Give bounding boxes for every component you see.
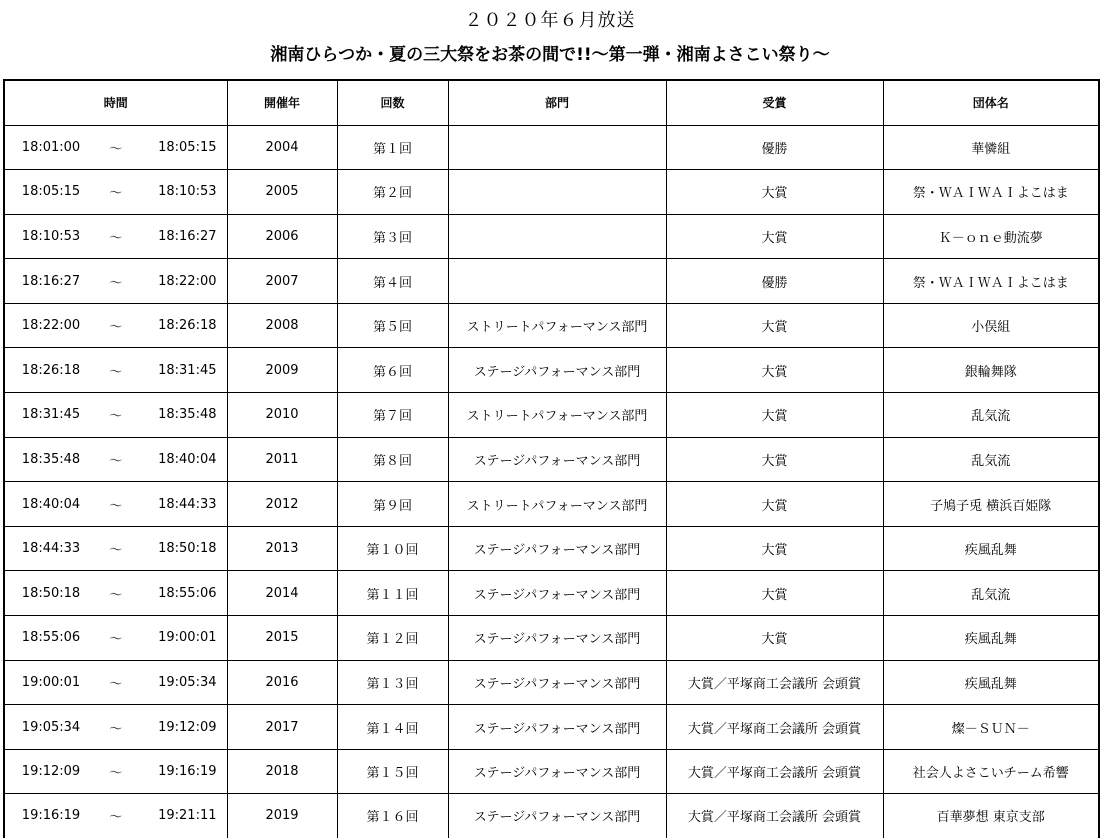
page-title: ２０２０年６月放送 [464, 10, 636, 31]
group-cell: 疾風乱舞 [883, 526, 1099, 571]
year-cell: 2018 [227, 749, 337, 794]
count-cell: 第４回 [337, 259, 448, 304]
year-cell: 2011 [227, 437, 337, 482]
group-cell: 社会人よさこいチーム希響 [883, 749, 1099, 794]
award-cell: 大賞 [666, 526, 883, 571]
header-year: 開催年 [227, 80, 337, 125]
time-separator: ～ [109, 364, 123, 380]
end-time: 19:12:09 [158, 719, 217, 735]
header-group: 団体名 [883, 80, 1099, 125]
time-cell [4, 526, 227, 571]
award-cell: 優勝 [666, 125, 883, 170]
division-cell: ステージパフォーマンス部門 [448, 794, 666, 838]
table-row [4, 214, 1099, 259]
table-row [4, 393, 1099, 438]
award-cell: 大賞 [666, 393, 883, 438]
time-cell [4, 437, 227, 482]
end-time: 18:50:18 [158, 541, 217, 557]
start-time: 18:35:48 [21, 451, 81, 467]
group-cell: 燦－ＳＵＮ－ [883, 705, 1099, 750]
count-cell: 第１６回 [337, 794, 448, 838]
year-cell: 2008 [227, 303, 337, 348]
time-separator: ～ [109, 409, 123, 425]
count-cell: 第１１回 [337, 571, 448, 616]
division-cell: ストリートパフォーマンス部門 [448, 482, 666, 527]
table-header-row [4, 80, 1099, 125]
count-cell: 第２回 [337, 170, 448, 215]
start-time: 18:22:00 [21, 318, 81, 334]
group-cell: 祭・ＷＡＩＷＡＩよこはま [883, 170, 1099, 215]
end-time: 19:21:11 [158, 808, 217, 824]
start-time: 18:10:53 [21, 228, 81, 244]
year-cell: 2010 [227, 393, 337, 438]
group-cell: 疾風乱舞 [883, 660, 1099, 705]
time-separator: ～ [109, 141, 123, 157]
time-separator: ～ [109, 320, 123, 336]
group-cell: 乱気流 [883, 393, 1099, 438]
table-row [4, 170, 1099, 215]
time-cell [4, 571, 227, 616]
division-cell: ストリートパフォーマンス部門 [448, 303, 666, 348]
time-separator: ～ [109, 587, 123, 603]
end-time: 18:26:18 [158, 318, 217, 334]
time-separator: ～ [109, 766, 123, 782]
division-cell: ステージパフォーマンス部門 [448, 437, 666, 482]
schedule-table [3, 79, 1100, 838]
end-time: 19:00:01 [158, 630, 217, 646]
start-time: 18:16:27 [21, 273, 81, 289]
start-time: 18:40:04 [21, 496, 81, 512]
award-cell: 大賞／平塚商工会議所 会頭賞 [666, 794, 883, 838]
count-cell: 第７回 [337, 393, 448, 438]
count-cell: 第３回 [337, 214, 448, 259]
division-cell: ステージパフォーマンス部門 [448, 571, 666, 616]
end-time: 18:05:15 [158, 139, 217, 155]
end-time: 19:16:19 [158, 764, 217, 780]
start-time: 18:01:00 [21, 139, 81, 155]
group-cell: 小俣組 [883, 303, 1099, 348]
end-time: 18:31:45 [158, 362, 217, 378]
table-row [4, 794, 1099, 838]
award-cell: 大賞／平塚商工会議所 会頭賞 [666, 660, 883, 705]
time-separator: ～ [109, 498, 123, 514]
count-cell: 第１５回 [337, 749, 448, 794]
time-separator: ～ [109, 453, 123, 469]
division-cell: ステージパフォーマンス部門 [448, 660, 666, 705]
end-time: 19:05:34 [158, 674, 217, 690]
count-cell: 第１４回 [337, 705, 448, 750]
page-subtitle: 湘南ひらつか・夏の三大祭をお茶の間で!!～第一弾・湘南よさこい祭り～ [270, 45, 830, 65]
table-body [4, 125, 1099, 838]
table-row [4, 660, 1099, 705]
group-cell: 百華夢想 東京支部 [883, 794, 1099, 838]
award-cell: 大賞 [666, 482, 883, 527]
end-time: 18:40:04 [158, 451, 217, 467]
group-cell: 銀輪舞隊 [883, 348, 1099, 393]
award-cell: 大賞 [666, 437, 883, 482]
end-time: 18:22:00 [158, 273, 217, 289]
start-time: 19:12:09 [21, 764, 81, 780]
count-cell: 第８回 [337, 437, 448, 482]
year-cell: 2005 [227, 170, 337, 215]
count-cell: 第１３回 [337, 660, 448, 705]
division-cell: ステージパフォーマンス部門 [448, 616, 666, 661]
header-time: 時間 [4, 80, 227, 125]
header-count: 回数 [337, 80, 448, 125]
time-cell [4, 259, 227, 304]
table-row [4, 526, 1099, 571]
end-time: 18:16:27 [158, 228, 217, 244]
group-cell: 祭・ＷＡＩＷＡＩよこはま [883, 259, 1099, 304]
table-row [4, 259, 1099, 304]
start-time: 19:05:34 [21, 719, 81, 735]
time-cell [4, 794, 227, 838]
count-cell: 第１回 [337, 125, 448, 170]
table-row [4, 348, 1099, 393]
award-cell: 大賞 [666, 214, 883, 259]
group-cell: 乱気流 [883, 437, 1099, 482]
award-cell: 大賞 [666, 170, 883, 215]
year-cell: 2009 [227, 348, 337, 393]
division-cell: ステージパフォーマンス部門 [448, 705, 666, 750]
year-cell: 2006 [227, 214, 337, 259]
division-cell [448, 214, 666, 259]
header-division: 部門 [448, 80, 666, 125]
time-cell [4, 214, 227, 259]
table-row [4, 482, 1099, 527]
count-cell: 第６回 [337, 348, 448, 393]
table-row [4, 303, 1099, 348]
time-separator: ～ [109, 275, 123, 291]
time-separator: ～ [109, 632, 123, 648]
year-cell: 2014 [227, 571, 337, 616]
start-time: 18:05:15 [21, 184, 81, 200]
year-cell: 2015 [227, 616, 337, 661]
award-cell: 大賞 [666, 571, 883, 616]
table-row [4, 616, 1099, 661]
time-cell [4, 170, 227, 215]
start-time: 18:50:18 [21, 585, 81, 601]
time-separator: ～ [109, 721, 123, 737]
time-separator: ～ [109, 543, 123, 559]
header-award: 受賞 [666, 80, 883, 125]
time-cell [4, 393, 227, 438]
division-cell [448, 125, 666, 170]
award-cell: 大賞 [666, 348, 883, 393]
year-cell: 2007 [227, 259, 337, 304]
group-cell: 乱気流 [883, 571, 1099, 616]
year-cell: 2017 [227, 705, 337, 750]
start-time: 18:31:45 [21, 407, 81, 423]
count-cell: 第５回 [337, 303, 448, 348]
time-cell [4, 125, 227, 170]
award-cell: 大賞／平塚商工会議所 会頭賞 [666, 749, 883, 794]
group-cell: 疾風乱舞 [883, 616, 1099, 661]
year-cell: 2004 [227, 125, 337, 170]
start-time: 19:16:19 [21, 808, 81, 824]
end-time: 18:35:48 [158, 407, 217, 423]
group-cell: 子鳩子兎 横浜百姫隊 [883, 482, 1099, 527]
time-cell [4, 482, 227, 527]
count-cell: 第１２回 [337, 616, 448, 661]
time-cell [4, 660, 227, 705]
award-cell: 大賞 [666, 303, 883, 348]
award-cell: 優勝 [666, 259, 883, 304]
year-cell: 2019 [227, 794, 337, 838]
year-cell: 2012 [227, 482, 337, 527]
time-cell [4, 348, 227, 393]
award-cell: 大賞／平塚商工会議所 会頭賞 [666, 705, 883, 750]
table-row [4, 437, 1099, 482]
count-cell: 第９回 [337, 482, 448, 527]
year-cell: 2013 [227, 526, 337, 571]
table-row [4, 749, 1099, 794]
group-cell: 華憐組 [883, 125, 1099, 170]
year-cell: 2016 [227, 660, 337, 705]
table-row [4, 571, 1099, 616]
start-time: 18:55:06 [21, 630, 81, 646]
division-cell: ステージパフォーマンス部門 [448, 526, 666, 571]
time-cell [4, 705, 227, 750]
time-separator: ～ [109, 186, 123, 202]
division-cell: ストリートパフォーマンス部門 [448, 393, 666, 438]
end-time: 18:10:53 [158, 184, 217, 200]
group-cell: Ｋ－ｏｎｅ動流夢 [883, 214, 1099, 259]
start-time: 18:26:18 [21, 362, 81, 378]
award-cell: 大賞 [666, 616, 883, 661]
table-row [4, 705, 1099, 750]
count-cell: 第１０回 [337, 526, 448, 571]
division-cell [448, 170, 666, 215]
division-cell [448, 259, 666, 304]
time-cell [4, 616, 227, 661]
end-time: 18:55:06 [158, 585, 217, 601]
table-row [4, 125, 1099, 170]
time-cell [4, 303, 227, 348]
division-cell: ステージパフォーマンス部門 [448, 348, 666, 393]
time-separator: ～ [109, 676, 123, 692]
end-time: 18:44:33 [158, 496, 217, 512]
time-separator: ～ [109, 230, 123, 246]
time-separator: ～ [109, 810, 123, 826]
start-time: 18:44:33 [21, 541, 81, 557]
division-cell: ステージパフォーマンス部門 [448, 749, 666, 794]
time-cell [4, 749, 227, 794]
start-time: 19:00:01 [21, 674, 81, 690]
